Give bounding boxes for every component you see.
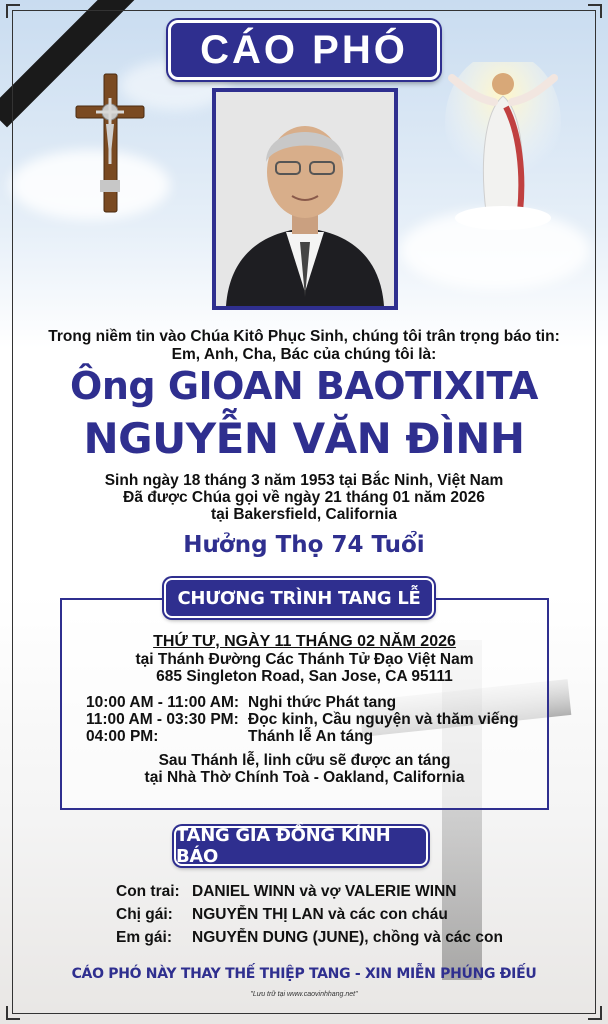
deceased-name-line-1: Ông GIOAN BAOTIXITA <box>70 364 538 408</box>
program-heading: CHƯƠNG TRÌNH TANG LỄ <box>177 587 421 609</box>
schedule-time: 10:00 AM - 11:00 AM: <box>86 694 240 711</box>
corner-ornament <box>6 1006 20 1020</box>
page-title-banner <box>168 20 440 80</box>
crucifix-icon <box>74 72 146 214</box>
program-heading-banner <box>164 578 434 618</box>
portrait-image <box>216 92 394 306</box>
family-heading: TANG GIA ĐỒNG KÍNH BÁO <box>176 825 391 867</box>
family-names: DANIEL WINN và vợ VALERIE WINN <box>192 883 457 900</box>
schedule-time: 11:00 AM - 03:30 PM: <box>86 711 239 728</box>
footer-credit: "Lưu trữ tại www.caovinhhang.net" <box>250 991 358 998</box>
deceased-name-line-2: NGUYỄN VĂN ĐÌNH <box>83 414 525 463</box>
corner-ornament <box>6 4 20 18</box>
death-place: tại Bakersfield, California <box>210 506 398 523</box>
corner-ornament <box>588 1006 602 1020</box>
intro-line-1: Trong niềm tin vào Chúa Kitô Phục Sinh, chúng tôi trân trọng báo tin: <box>48 328 560 345</box>
family-relation: Em gái: <box>116 929 172 946</box>
death-info: Đã được Chúa gọi về ngày 21 tháng 01 năm 2026 <box>123 489 485 506</box>
page-title: CÁO PHÓ <box>200 27 408 72</box>
family-names: NGUYỄN DUNG (JUNE), chồng và các con <box>192 929 503 946</box>
birth-info: Sinh ngày 18 tháng 3 năm 1953 tại Bắc Ninh, Việt Nam <box>104 472 504 489</box>
program-address: 685 Singleton Road, San Jose, CA 95111 <box>156 668 453 685</box>
schedule-time: 04:00 PM: <box>86 728 159 745</box>
burial-line-2: tại Nhà Thờ Chính Toà - Oakland, California <box>144 769 465 786</box>
portrait-photo <box>212 88 398 310</box>
risen-christ-image <box>444 62 562 230</box>
footer-notice: CÁO PHÓ NÀY THAY THẾ THIỆP TANG - XIN MIỄN PHÚNG ĐIẾU <box>71 966 537 982</box>
program-venue: tại Thánh Đường Các Thánh Tử Đạo Việt Nam <box>135 651 474 668</box>
age-text: Hưởng Thọ 74 Tuổi <box>183 532 425 558</box>
schedule-event: Thánh lễ An táng <box>248 728 374 745</box>
schedule-event: Đọc kinh, Cầu nguyện và thăm viếng <box>248 711 519 728</box>
schedule-event: Nghi thức Phát tang <box>248 694 397 711</box>
family-relation: Con trai: <box>116 883 180 900</box>
program-date: THỨ TƯ, NGÀY 11 THÁNG 02 NĂM 2026 <box>153 633 456 650</box>
burial-line-1: Sau Thánh lễ, linh cữu sẽ được an táng <box>158 752 451 769</box>
family-names: NGUYỄN THỊ LAN và các con cháu <box>192 906 448 923</box>
family-heading-banner <box>174 826 428 866</box>
corner-ornament <box>588 4 602 18</box>
family-relation: Chị gái: <box>116 906 173 923</box>
intro-line-2: Em, Anh, Cha, Bác của chúng tôi là: <box>171 346 437 363</box>
